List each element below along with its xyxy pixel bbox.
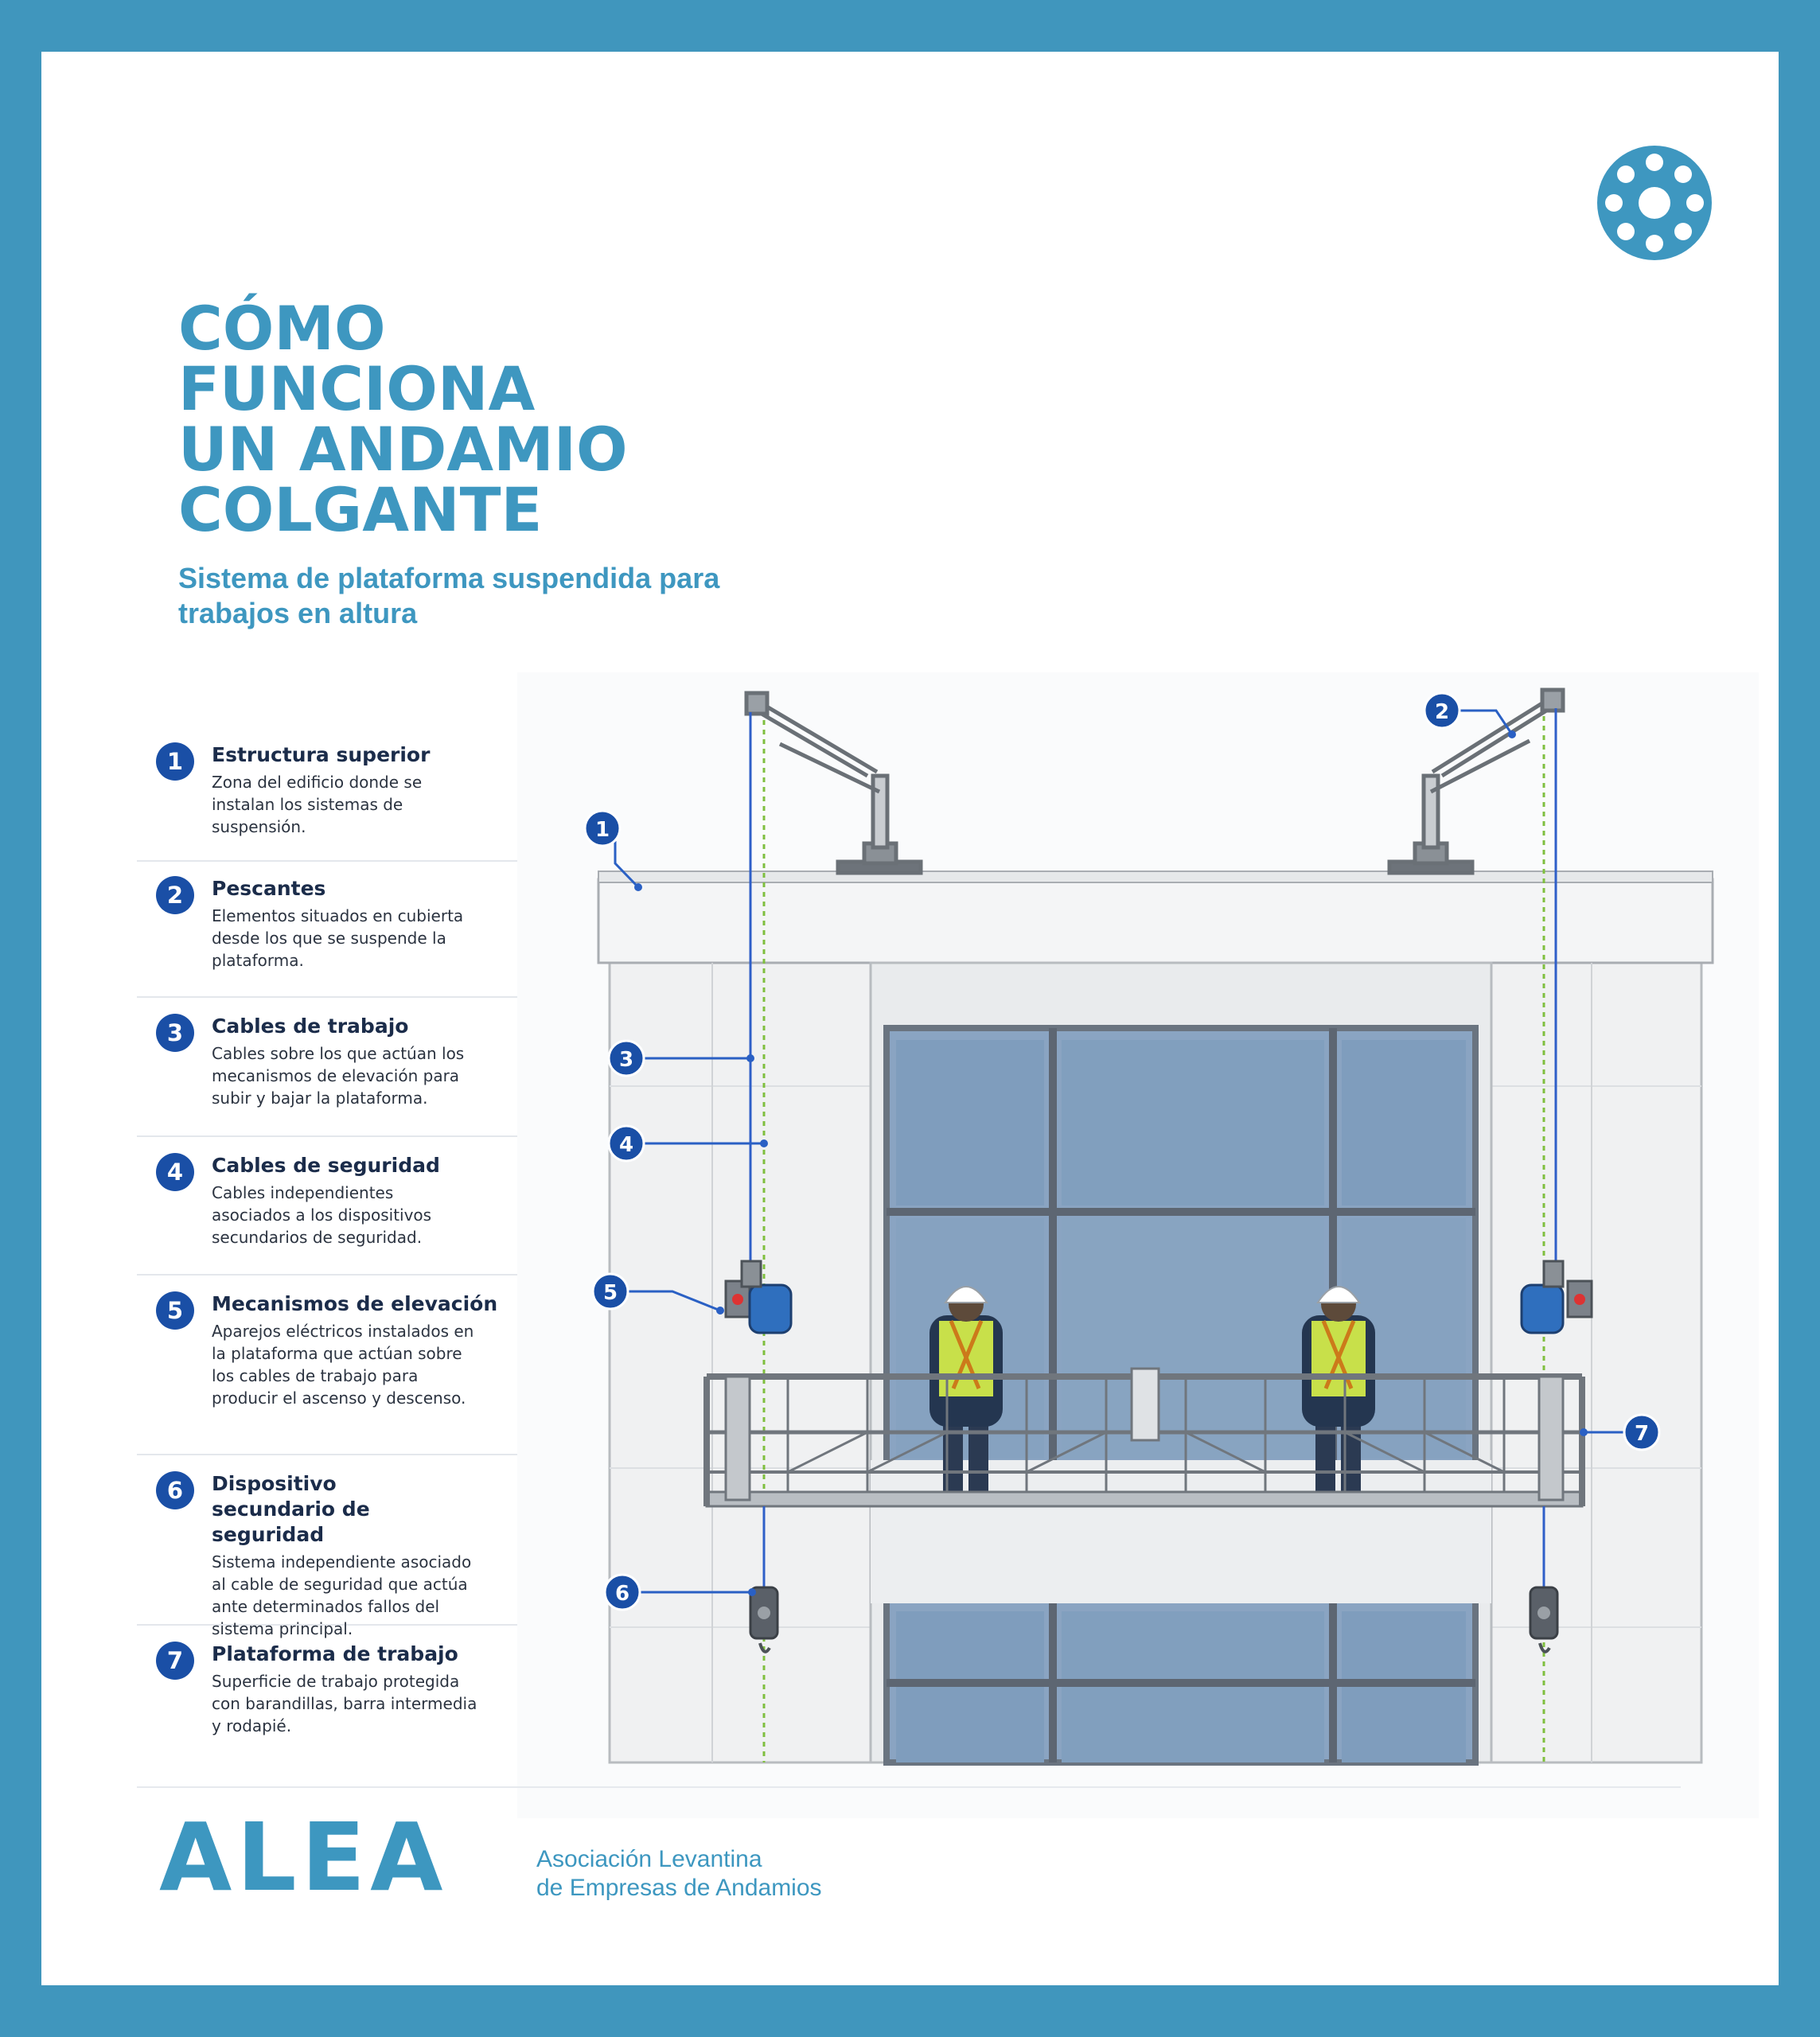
legend-title: Cables de seguridad	[212, 1154, 440, 1177]
legend-item	[137, 726, 535, 862]
callout-5	[593, 1274, 628, 1309]
legend-item	[137, 1626, 535, 1753]
legend-item	[137, 1276, 535, 1455]
callout-number: 1	[594, 818, 610, 842]
legend-title: Pescantes	[212, 877, 326, 900]
number-badge: 3	[156, 1014, 194, 1052]
callout-1	[585, 811, 620, 846]
number-badge: 5	[156, 1291, 194, 1330]
legend-description: Aparejos eléctricos instalados en la plataforma que actúan sobre los cables de trabajo para producir el ascenso y descenso.	[212, 1322, 474, 1408]
legend-title: Mecanismos de elevación	[212, 1292, 498, 1315]
legend-item	[137, 862, 535, 998]
title-line: FUNCIONA	[178, 353, 536, 424]
alea-logo-wordmark: ALEA	[159, 1802, 448, 1912]
association-name-line: Asociación Levantina	[536, 1846, 762, 1872]
legend-item	[137, 1137, 535, 1276]
legend-item	[137, 998, 535, 1137]
legend-title: Estructura superior	[212, 743, 431, 766]
association-name	[536, 1845, 822, 1903]
callout-number: 6	[614, 1582, 630, 1606]
legend-description: Elementos situados en cubierta desde los que se suspende la plataforma.	[212, 906, 464, 970]
callout-number: 2	[1434, 700, 1450, 724]
legend-description: Zona del edificio donde se instalan los sistemas de suspensión.	[212, 773, 423, 836]
number-badge: 1	[156, 742, 194, 781]
callout-7	[1624, 1415, 1659, 1450]
callout-2	[1424, 693, 1460, 728]
number-badge: 6	[156, 1471, 194, 1509]
title-line: COLGANTE	[178, 474, 543, 545]
number-badge: 2	[156, 876, 194, 914]
legend-description: Cables sobre los que actúan los mecanismos de elevación para subir y bajar la plataforma.	[212, 1044, 465, 1108]
title-line: UN ANDAMIO	[178, 414, 628, 485]
number-badge: 4	[156, 1153, 194, 1191]
poster-frame	[41, 52, 1779, 1985]
legend-description: Sistema independiente asociado al cable de seguridad que actúa ante determinados fallos del sistema principal.	[212, 1552, 472, 1638]
number-badge: 7	[156, 1642, 194, 1680]
callout-number: 3	[618, 1048, 634, 1072]
legend-title: Plataforma de trabajo	[212, 1642, 458, 1665]
callout-3	[609, 1041, 644, 1076]
title-line: CÓMO	[178, 293, 386, 364]
legend-title: Dispositivo secundario de seguridad	[212, 1472, 370, 1546]
suspended-scaffold-illustration	[517, 672, 1759, 1818]
legend-description: Superficie de trabajo protegida con barandillas, barra intermedia y rodapié.	[212, 1672, 477, 1735]
callout-number: 5	[602, 1281, 618, 1305]
legend-item	[137, 1455, 535, 1638]
callout-number: 7	[1634, 1422, 1650, 1446]
page-title	[178, 293, 628, 545]
legend-description: Cables independientes asociados a los dispositivos secundarios de seguridad.	[212, 1183, 432, 1247]
association-name-line: de Empresas de Andamios	[536, 1875, 822, 1901]
legend-list	[137, 726, 535, 1753]
callout-number: 4	[618, 1133, 634, 1157]
ring-of-dots-icon	[1595, 143, 1714, 263]
legend-title: Cables de trabajo	[212, 1015, 409, 1038]
callout-4	[609, 1126, 644, 1161]
callout-6	[605, 1575, 640, 1610]
page-subtitle: Sistema de plataforma suspendida para trabajos en altura	[178, 562, 720, 629]
footer-divider	[137, 1786, 1681, 1788]
